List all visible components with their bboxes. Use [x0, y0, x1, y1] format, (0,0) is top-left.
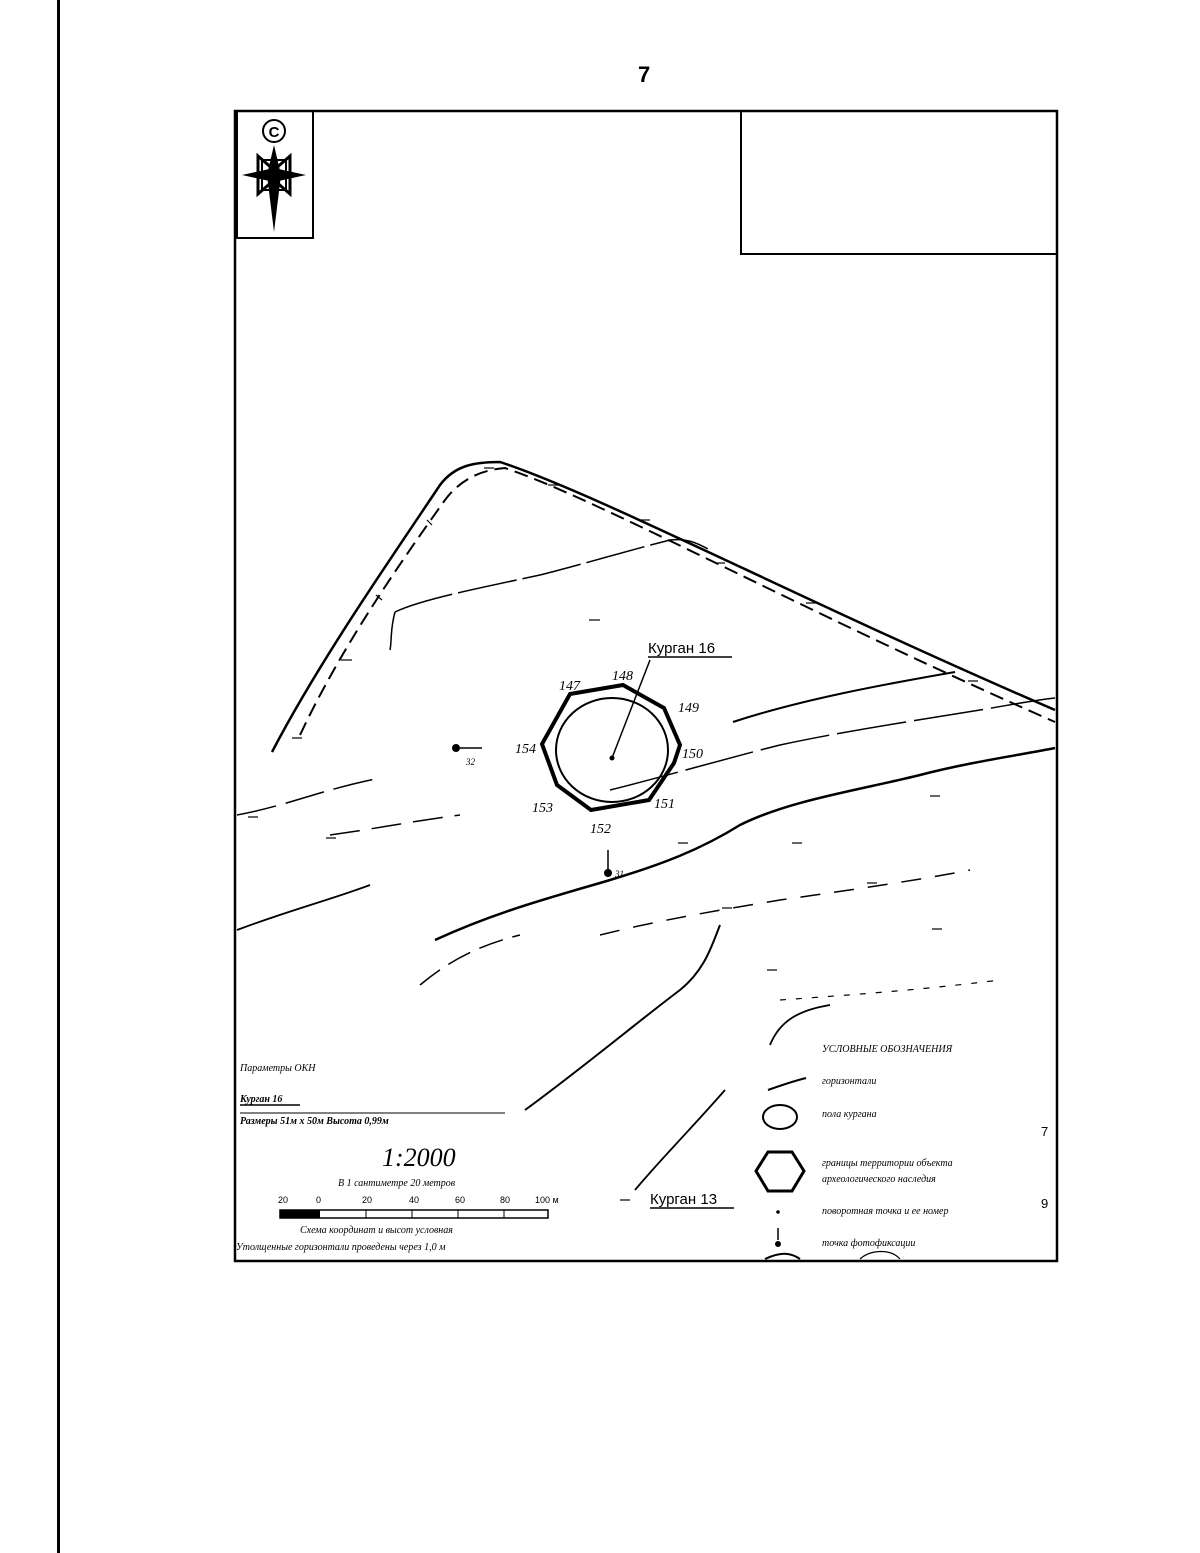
legend-item-boundary [756, 1152, 953, 1191]
params-dimensions: Размеры 51м х 50м Высота 0,99м [240, 1116, 389, 1127]
scale-caption: В 1 сантиметре 20 метров [338, 1178, 456, 1189]
svg-text:20: 20 [278, 1195, 289, 1205]
svg-text:80: 80 [500, 1195, 511, 1205]
legend-item-photo-point [775, 1228, 915, 1249]
point-label-153: 153 [532, 801, 553, 816]
scale-note-coords: Схема координат и высот условная [300, 1225, 453, 1236]
ellipse-icon [763, 1105, 797, 1129]
point-label-147: 147 [559, 679, 580, 694]
svg-text:пола кургана: пола кургана [822, 1109, 877, 1120]
scale-ratio: 1:2000 [382, 1143, 456, 1172]
svg-text:32: 32 [466, 757, 475, 767]
params-heading: Параметры ОКН [240, 1063, 316, 1074]
point-label-149: 149 [678, 701, 699, 716]
legend-item-mound-floor [763, 1105, 877, 1129]
svg-text:горизонтали: горизонтали [822, 1076, 877, 1087]
svg-text:40: 40 [409, 1195, 420, 1205]
legend-boundary-line1: границы территории объекта [822, 1158, 953, 1169]
scale-ticks [278, 1195, 559, 1205]
point-label-151: 151 [654, 797, 675, 812]
point-label-150: 150 [682, 747, 703, 762]
legend-boundary-line2: археологического наследия [822, 1174, 936, 1185]
edge-number-9: 9 [1041, 1196, 1049, 1211]
photo-point-31 [604, 850, 624, 879]
svg-text:точка фотофиксации: точка фотофиксации [822, 1238, 916, 1249]
svg-text:поворотная точка и ее номер: поворотная точка и ее номер [822, 1206, 949, 1217]
params-object-name: Курган 16 [240, 1094, 283, 1105]
compass-rose-icon [242, 120, 306, 232]
neighbor-mound-label: Курган 13 [650, 1191, 718, 1208]
contour-line-icon [768, 1078, 806, 1090]
point-label-154: 154 [515, 742, 536, 757]
point-label-152: 152 [590, 822, 611, 837]
edge-number-7: 7 [1041, 1124, 1049, 1139]
mound-floor-ellipse [556, 698, 668, 802]
page-number: 7 [638, 62, 651, 87]
scale-bar [280, 1210, 548, 1218]
compass-north-letter: С [268, 124, 280, 141]
hexagon-icon [756, 1152, 804, 1191]
mound-center-point [610, 756, 615, 761]
object-boundary-polygon [542, 685, 680, 810]
legend-item-turn-point [776, 1206, 948, 1217]
scale-note-contours: Утолщенные горизонтали проведены через 1,0 м [236, 1242, 446, 1253]
mound-title: Курган 16 [648, 640, 716, 657]
elevation-marks [248, 468, 978, 1200]
point-icon [776, 1210, 780, 1214]
photo-point-icon [775, 1241, 781, 1247]
svg-text:100 м: 100 м [535, 1195, 559, 1205]
contour-lines [237, 462, 1055, 1190]
point-label-148: 148 [612, 669, 633, 684]
svg-text:31: 31 [615, 869, 624, 879]
svg-text:60: 60 [455, 1195, 466, 1205]
map-frame [235, 111, 1057, 1261]
svg-text:20: 20 [362, 1195, 373, 1205]
photo-point-32 [452, 744, 482, 767]
legend-item-contours [768, 1076, 876, 1090]
legend-title: УСЛОВНЫЕ ОБОЗНАЧЕНИЯ [822, 1044, 953, 1055]
title-block [741, 111, 1057, 254]
svg-text:0: 0 [316, 1195, 322, 1205]
